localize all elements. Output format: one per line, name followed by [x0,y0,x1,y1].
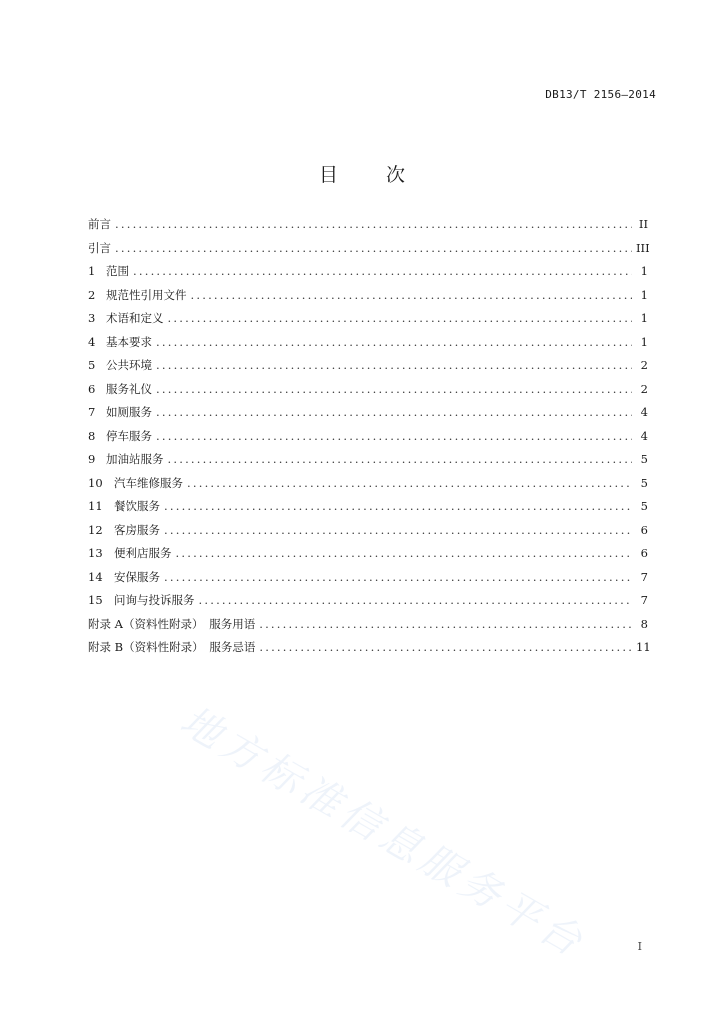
toc-leader-dots [168,452,633,466]
toc-entry-number: 6 [88,381,96,396]
toc-entry-number: 8 [88,428,96,443]
toc-entry-5[interactable] [88,357,648,381]
toc-entry-1[interactable] [88,263,648,287]
toc-entry-number: 14 [88,569,103,584]
toc-entry-number: 2 [88,287,96,302]
toc-entry-number: 15 [88,593,103,607]
toc-entry-label: 安保服务 [114,569,160,584]
toc-entry-label: 范围 [106,264,129,278]
toc-entry-label: 停车服务 [106,428,152,443]
title-char-2: 次 [386,164,406,186]
toc-entry-9[interactable] [88,451,648,475]
toc-leader-dots [191,288,633,302]
toc-entry-6[interactable] [88,381,648,405]
toc-entry-page: 2 [640,381,648,396]
toc-entry-page: 6 [640,546,648,560]
toc-entry-page: 1 [640,287,648,302]
toc-entry-label: 公共环境 [106,358,152,372]
toc-entry-8[interactable] [88,428,648,452]
toc-leader-dots [199,593,633,607]
toc-entry-label: 加油站服务 [106,452,164,466]
toc-leader-dots [164,523,632,537]
toc-entry-page: 1 [640,334,648,349]
toc-leader-dots [115,217,632,231]
toc-entry-page: 8 [640,616,648,631]
toc-leader-dots [156,429,632,443]
toc-leader-dots [115,241,632,255]
toc-entry-12[interactable] [88,522,648,546]
toc-entry-13[interactable] [88,545,648,569]
toc-leader-dots [259,617,632,631]
toc-entry-page: 7 [640,569,648,584]
toc-entry-page: 7 [640,593,648,607]
toc-entry-number: 4 [88,334,96,349]
toc-entry-label: 汽车维修服务 [114,475,183,490]
toc-entry-page: 11 [636,640,651,654]
toc-entry-number: 3 [88,311,96,325]
page-number: I [637,940,642,953]
toc-entry-page: 4 [640,405,648,419]
page-title [0,160,724,187]
toc-entry-page: 1 [640,311,648,325]
toc-leader-dots [156,405,632,419]
toc-entry-11[interactable] [88,498,648,522]
toc-entry-label: 附录 B（资料性附录） 服务忌语 [88,640,256,654]
toc-entry-page: III [636,240,650,255]
toc-entry-page: 1 [640,264,648,278]
toc-entry-3[interactable] [88,310,648,334]
toc-entry-7[interactable] [88,404,648,428]
toc-leader-dots [156,382,632,396]
toc-entry-page: 5 [640,499,648,513]
toc-entry-number: 7 [88,405,96,419]
toc-entry-number: 12 [88,522,103,537]
toc-entry-page: 5 [640,452,648,466]
toc-entry-4[interactable] [88,334,648,358]
toc-entry-15[interactable] [88,592,648,616]
toc-leader-dots [133,264,632,278]
toc-leader-dots [164,499,632,513]
toc-entry-number: 11 [88,499,103,513]
toc-entry-label: 规范性引用文件 [106,287,187,302]
toc-entry-2[interactable] [88,287,648,311]
toc-entry-page: 6 [640,522,648,537]
toc-entry-page: 4 [640,428,648,443]
toc-entry-introduction[interactable] [88,240,648,264]
toc-leader-dots [164,570,632,584]
toc-leader-dots [156,358,632,372]
title-char-1: 目 [318,164,338,186]
toc-entry-appendix-a[interactable] [88,616,648,640]
toc-leader-dots [176,546,633,560]
toc-entry-label: 前言 [88,217,111,231]
toc-entry-label: 客房服务 [114,522,160,537]
toc-entry-number: 9 [88,452,96,466]
document-code: DB13/T 2156—2014 [545,88,656,101]
toc-entry-number: 1 [88,264,96,278]
toc-entry-label: 附录 A（资料性附录） 服务用语 [88,616,256,631]
table-of-contents [88,216,651,663]
toc-leader-dots [168,311,633,325]
toc-entry-label: 基本要求 [106,334,152,349]
toc-entry-number: 13 [88,546,103,560]
toc-entry-page: II [638,217,648,231]
toc-entry-page: 5 [640,475,648,490]
toc-entry-label: 服务礼仪 [106,381,152,396]
toc-entry-number: 10 [88,475,103,490]
toc-entry-page: 2 [640,358,648,372]
toc-entry-number: 5 [88,358,96,372]
toc-entry-appendix-b[interactable] [88,639,651,663]
watermark-text: 地方标准信息服务平台 [172,697,594,968]
toc-entry-label: 问询与投诉服务 [114,593,195,607]
toc-entry-10[interactable] [88,475,648,499]
toc-leader-dots [259,640,632,654]
toc-entry-label: 如厕服务 [106,405,152,419]
toc-entry-preface[interactable] [88,216,648,240]
toc-entry-label: 引言 [88,240,111,255]
toc-leader-dots [187,476,632,490]
toc-entry-14[interactable] [88,569,648,593]
toc-leader-dots [156,335,632,349]
toc-entry-label: 术语和定义 [106,311,164,325]
toc-entry-label: 便利店服务 [114,546,172,560]
toc-entry-label: 餐饮服务 [114,499,160,513]
